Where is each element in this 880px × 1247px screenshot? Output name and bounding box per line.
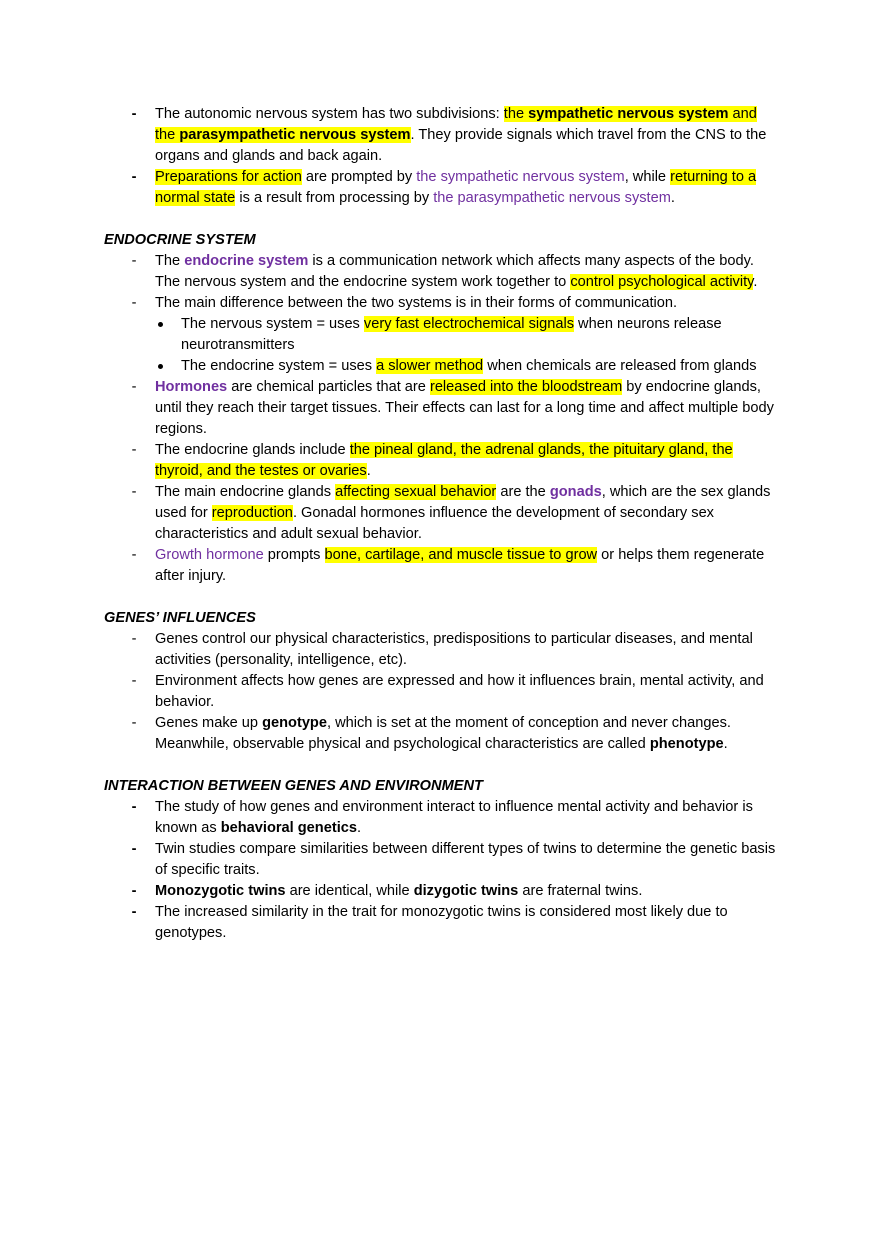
text-run: by endocrine glands, until they reach their target tissues. Their effects can last for a long time and affect multiple body regions. — [155, 379, 774, 437]
list-item — [104, 167, 780, 209]
highlighted-text: Preparations for action — [155, 169, 302, 185]
sub-list-item — [155, 356, 780, 377]
text-run: Genes control our physical characteristics, predispositions to particular diseases, and mental activities (personality, intelligence, etc). — [155, 631, 753, 668]
list-item — [104, 293, 780, 377]
text-run: The main difference between the two systems is in their forms of communication. — [155, 295, 678, 311]
text-run: The autonomic nervous system has two subdivisions: — [155, 106, 504, 122]
text-run: . — [356, 820, 362, 836]
list-item — [104, 545, 780, 587]
dash-marker: - — [131, 715, 137, 731]
purple-text: the sympathetic nervous system — [416, 169, 625, 185]
dash-marker: - — [131, 106, 137, 122]
bold-term: parasympathetic nervous system — [179, 127, 411, 143]
text-run: Twin studies compare similarities between different types of twins to determine the genetic basis of specific traits. — [155, 841, 776, 878]
purple-text: the parasympathetic nervous system — [433, 190, 671, 206]
section-heading-genes: GENES’ INFLUENCES — [104, 610, 256, 626]
text-run: . — [723, 736, 728, 752]
text-run: when neurons release neurotransmitters — [181, 316, 722, 353]
dash-marker: - — [131, 547, 137, 563]
text-run: is a result from processing by — [235, 190, 434, 206]
dash-marker: - — [131, 169, 137, 185]
interaction-list — [104, 797, 780, 944]
spacer — [104, 587, 780, 608]
bold-term: Monozygotic twins — [155, 883, 286, 899]
text-run: The study of how genes and environment interact to influence mental activity and behavior is known as — [155, 799, 753, 836]
text-run: The increased similarity in the trait for monozygotic twins is considered most likely due to genotypes. — [155, 904, 728, 941]
text-run: is a communication network which affects many aspects of the body. The nervous system and the endocrine system work together to — [155, 253, 754, 290]
text-run: , which are the sex glands used for — [155, 484, 771, 521]
highlighted-text: reproduction — [211, 505, 293, 521]
text-run: . They provide signals which travel from the CNS to the organs and glands and back again. — [155, 127, 767, 164]
text-run: . — [670, 190, 675, 206]
dash-marker: - — [131, 673, 137, 689]
text-run: The — [155, 253, 185, 269]
list-item — [104, 377, 780, 440]
bold-term: sympathetic nervous system — [528, 106, 729, 122]
dash-marker: - — [131, 841, 137, 857]
text-run: . — [753, 274, 758, 290]
dash-marker: - — [131, 253, 137, 269]
highlighted-text: bone, cartilage, and muscle tissue to grow — [324, 547, 598, 563]
dash-marker: - — [131, 883, 137, 899]
purple-bold-term: Hormones — [155, 379, 228, 395]
text-run: The endocrine system = uses — [181, 358, 377, 374]
bold-term: genotype — [262, 715, 327, 731]
list-item — [104, 440, 780, 482]
text-run: . — [366, 463, 371, 479]
purple-text: Growth hormone — [155, 547, 264, 563]
text-run: are fraternal twins. — [518, 883, 643, 899]
text-run: when chemicals are released from glands — [483, 358, 757, 374]
sub-list-item — [155, 314, 780, 356]
text-run: , which is set at the moment of conception and never changes. Meanwhile, observable physical and psychological characteristics are called — [155, 715, 731, 752]
text-run: are chemical particles that are — [227, 379, 430, 395]
purple-bold-term: gonads — [549, 484, 602, 500]
text-run: are prompted by — [301, 169, 417, 185]
list-item — [104, 713, 780, 755]
text-run: The nervous system = uses — [181, 316, 364, 332]
list-item — [104, 671, 780, 713]
text-run: and the — [155, 106, 757, 143]
bold-term: dizygotic twins — [413, 883, 519, 899]
dash-marker: - — [131, 442, 137, 458]
dash-marker: - — [131, 484, 137, 500]
section-heading-interaction: INTERACTION BETWEEN GENES AND ENVIRONMENT — [104, 778, 483, 794]
highlighted-text: affecting sexual behavior — [335, 484, 497, 500]
text-run: Genes make up — [155, 715, 263, 731]
text-run: . Gonadal hormones influence the development of secondary sex characteristics and adult sexual behavior. — [155, 505, 714, 542]
dash-marker: - — [131, 631, 137, 647]
list-item — [104, 104, 780, 167]
nervous-system-list — [104, 104, 780, 209]
text-run: The main endocrine glands — [155, 484, 336, 500]
bold-term: phenotype — [649, 736, 724, 752]
genes-list — [104, 629, 780, 755]
text-run: the — [503, 106, 529, 122]
bold-term: behavioral genetics — [220, 820, 357, 836]
list-item — [104, 839, 780, 881]
dash-marker: - — [131, 904, 137, 920]
spacer — [104, 755, 780, 776]
sub-bullet-list — [155, 314, 780, 377]
list-item — [104, 881, 780, 902]
text-run: prompts — [263, 547, 325, 563]
highlighted-text: returning to a normal state — [155, 169, 757, 206]
dash-marker: - — [131, 379, 137, 395]
text-run: Environment affects how genes are expressed and how it influences brain, mental activity, and behavior. — [155, 673, 764, 710]
endocrine-list — [104, 251, 780, 587]
section-heading-endocrine: ENDOCRINE SYSTEM — [104, 232, 256, 248]
text-run: or helps them regenerate after injury. — [155, 547, 765, 584]
list-item — [104, 797, 780, 839]
list-item — [104, 902, 780, 944]
text-run: are the — [496, 484, 550, 500]
text-run: are identical, while — [285, 883, 414, 899]
text-run: , while — [624, 169, 671, 185]
highlighted-text: very fast electrochemical signals — [363, 316, 574, 332]
highlighted-text: released into the bloodstream — [429, 379, 623, 395]
spacer — [104, 209, 780, 230]
dash-marker: - — [131, 799, 137, 815]
text-run: The endocrine glands include — [155, 442, 350, 458]
list-item — [104, 629, 780, 671]
purple-bold-term: endocrine system — [184, 253, 309, 269]
highlighted-text: the pineal gland, the adrenal glands, the pituitary gland, the thyroid, and the testes or ovaries — [155, 442, 733, 479]
highlighted-text: a slower method — [376, 358, 484, 374]
highlighted-text: control psychological activity — [570, 274, 754, 290]
list-item — [104, 482, 780, 545]
dash-marker: - — [131, 295, 137, 311]
list-item — [104, 251, 780, 293]
